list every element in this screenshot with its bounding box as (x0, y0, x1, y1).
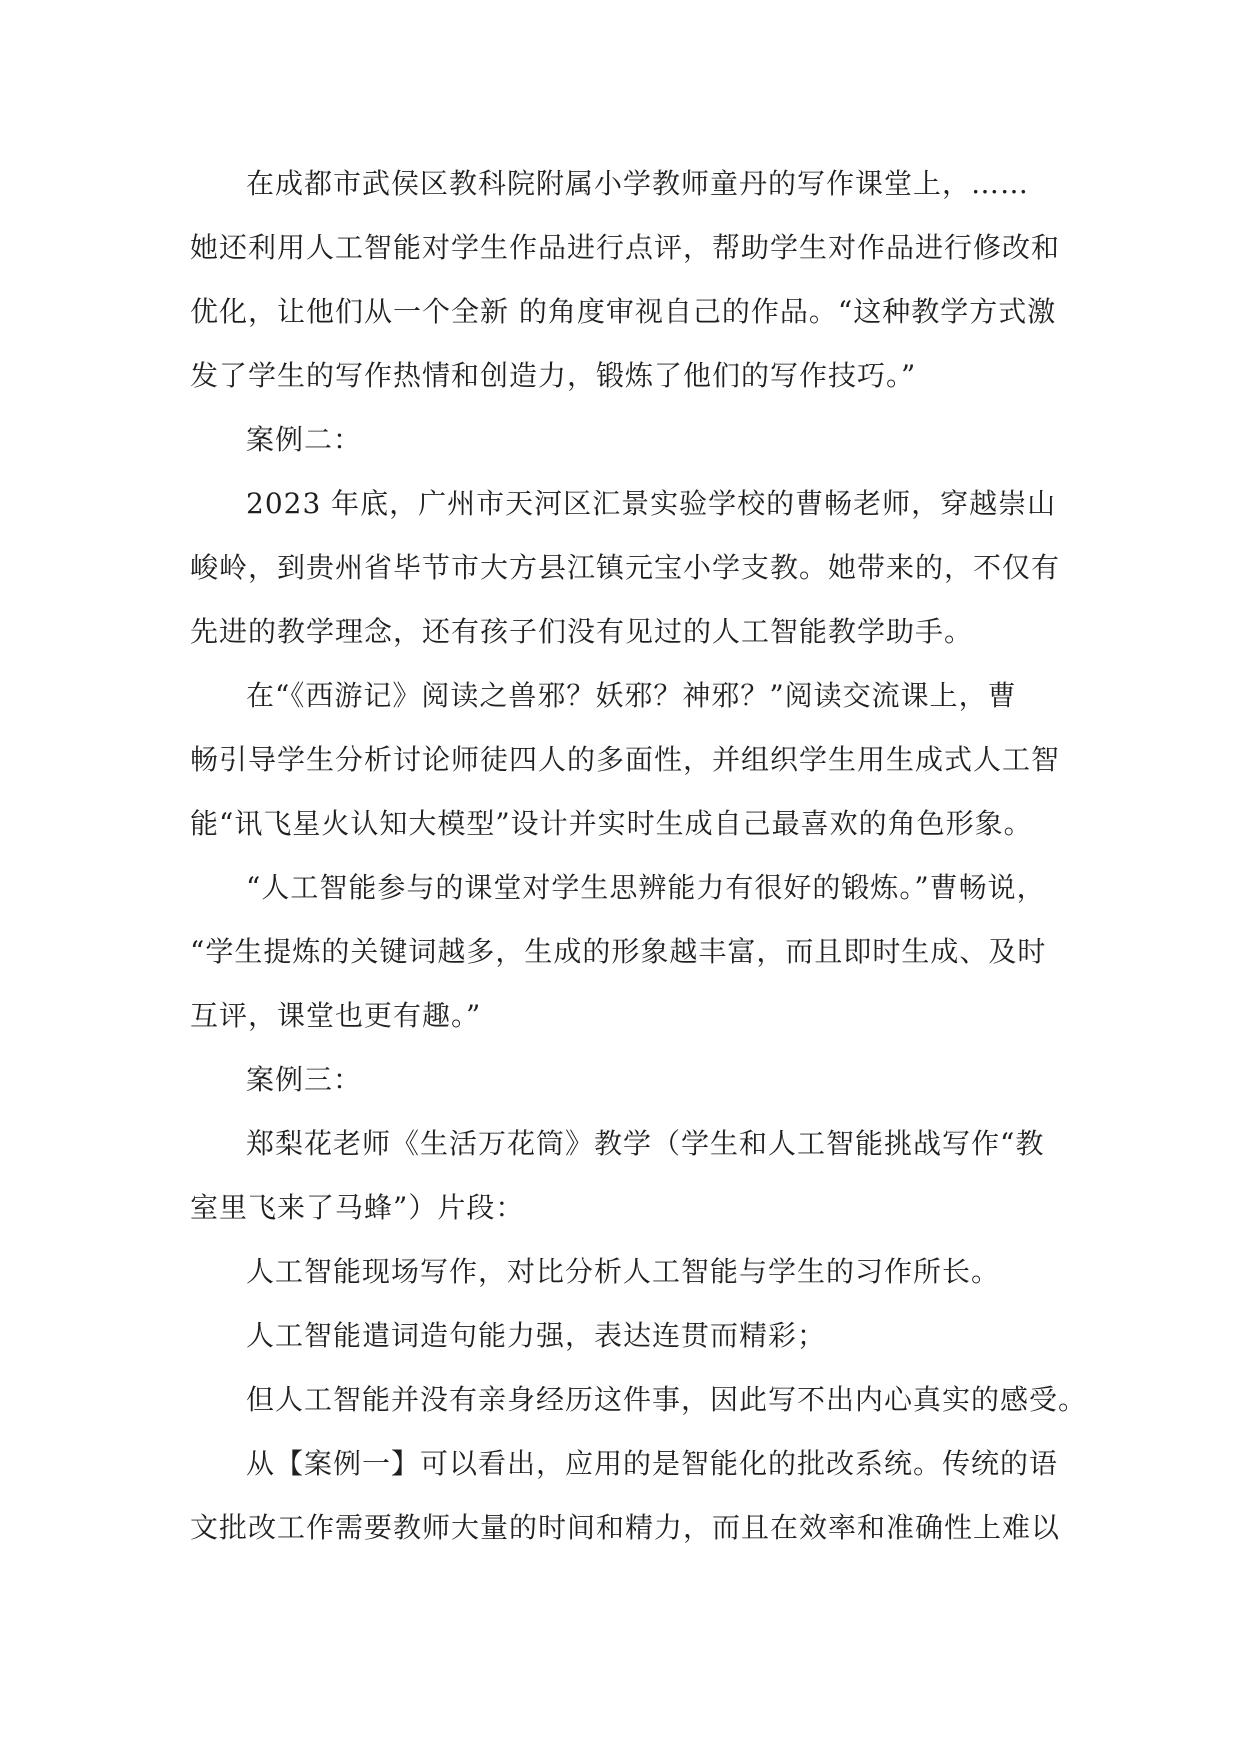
paragraph-line: 从【案例一】可以看出，应用的是智能化的批改系统。传统的语 (246, 1447, 1059, 1480)
paragraph-line: 畅引导学生分析讨论师徒四人的多面性，并组织学生用生成式人工智 (190, 743, 1061, 776)
case-heading: 案例二： (246, 423, 363, 456)
paragraph-line: 先进的教学理念，还有孩子们没有见过的人工智能教学助手。 (190, 615, 974, 648)
paragraph-line: “人工智能参与的课堂对学生思辨能力有很好的锻炼。”曹畅说， (246, 871, 1046, 904)
paragraph-line: 互评，课堂也更有趣。” (190, 999, 482, 1032)
paragraph-line: 在“《西游记》阅读之兽邪？妖邪？神邪？”阅读交流课上，曹 (246, 679, 1017, 712)
paragraph-line: 人工智能遣词造句能力强，表达连贯而精彩； (246, 1319, 827, 1352)
paragraph-line: 发了学生的写作热情和创造力，锻炼了他们的写作技巧。” (190, 359, 917, 392)
paragraph-line: 她还利用人工智能对学生作品进行点评，帮助学生对作品进行修改和 (190, 231, 1061, 264)
paragraph-line: 人工智能现场写作，对比分析人工智能与学生的习作所长。 (246, 1255, 1001, 1288)
paragraph-line: 峻岭，到贵州省毕节市大方县江镇元宝小学支教。她带来的，不仅有 (190, 551, 1061, 584)
case-heading: 案例三： (246, 1063, 363, 1096)
paragraph-line: 能“讯飞星火认知大模型”设计并实时生成自己最喜欢的角色形象。 (190, 807, 1033, 840)
paragraph-line: 但人工智能并没有亲身经历这件事，因此写不出内心真实的感受。 (246, 1383, 1088, 1416)
paragraph-line: 郑梨花老师《生活万花筒》教学（学生和人工智能挑战写作“教 (246, 1127, 1045, 1160)
paragraph-line: “学生提炼的关键词越多，生成的形象越丰富，而且即时生成、及时 (190, 935, 1047, 968)
paragraph-line: 文批改工作需要教师大量的时间和精力，而且在效率和准确性上难以 (190, 1511, 1061, 1544)
paragraph-line: 2023 年底，广州市天河区汇景实验学校的曹畅老师，穿越崇山 (246, 487, 1057, 520)
paragraph-line: 在成都市武侯区教科院附属小学教师童丹的写作课堂上，…… (246, 167, 1030, 200)
paragraph-line: 室里飞来了马蜂”）片段： (190, 1191, 525, 1224)
paragraph-line: 优化，让他们从一个全新 的角度审视自己的作品。“这种教学方式激 (190, 295, 1057, 328)
